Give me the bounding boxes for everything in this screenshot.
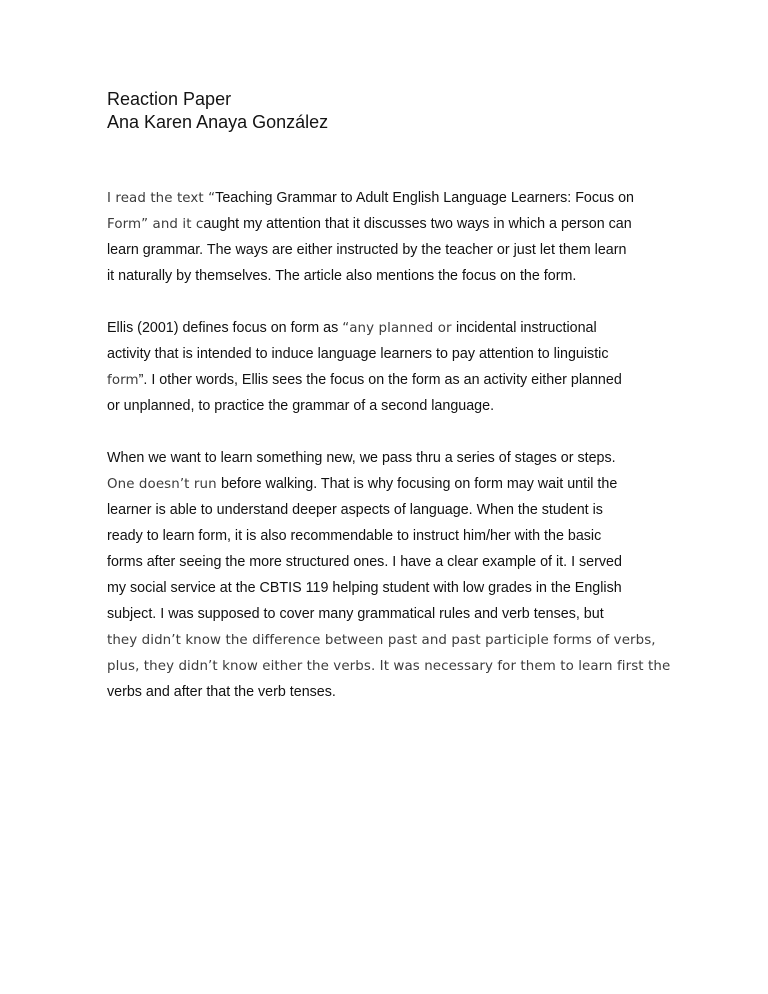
text-run: plus, they didn’t know either the verbs. It was necessary for them to learn first the bbox=[107, 659, 671, 674]
text-run: Teaching Grammar to Adult English Language Learners: Focus on bbox=[215, 190, 634, 206]
text-run: verbs and after that the verb tenses. bbox=[107, 684, 336, 700]
text-run: it naturally by themselves. The article also mentions the focus on the form. bbox=[107, 268, 577, 284]
text-line bbox=[107, 471, 667, 497]
text-run: ”. I other words, Ellis sees the focus on the form as an activity either planned bbox=[138, 372, 622, 388]
paragraph-1 bbox=[107, 185, 667, 289]
text-line bbox=[107, 679, 667, 705]
text-line bbox=[107, 341, 667, 367]
text-line bbox=[107, 523, 667, 549]
text-run: ready to learn form, it is also recommendable to instruct him/her with the basic bbox=[107, 528, 602, 544]
text-line bbox=[107, 367, 667, 393]
text-run: “any planned or bbox=[342, 321, 456, 336]
text-run: activity that is intended to induce language learners to pay attention to linguistic bbox=[107, 346, 609, 362]
paragraph-2 bbox=[107, 315, 667, 419]
text-run: When we want to learn something new, we pass thru a series of stages or steps. bbox=[107, 450, 616, 466]
text-run: learner is able to understand deeper aspects of language. When the student is bbox=[107, 502, 603, 518]
text-line bbox=[107, 393, 667, 419]
text-run: incidental instructional bbox=[455, 320, 597, 336]
text-run: Ellis (2001) defines focus on form as bbox=[107, 320, 343, 336]
document-body bbox=[107, 185, 671, 731]
text-line bbox=[107, 211, 667, 237]
text-line bbox=[107, 549, 667, 575]
text-run: aught my attention that it discusses two ways in which a person can bbox=[203, 216, 632, 232]
text-run: Form” and it c bbox=[107, 217, 204, 232]
text-run: before walking. That is why focusing on form may wait until the bbox=[221, 476, 618, 492]
text-run: One doesn’t run bbox=[107, 477, 222, 492]
text-line bbox=[107, 575, 667, 601]
paragraph-3 bbox=[107, 445, 671, 705]
text-run: I read the text “ bbox=[107, 191, 216, 206]
text-line bbox=[107, 315, 667, 341]
text-line bbox=[107, 237, 667, 263]
document-header bbox=[107, 88, 667, 134]
text-line bbox=[107, 627, 667, 653]
text-run: forms after seeing the more structured ones. I have a clear example of it. I served bbox=[107, 554, 622, 570]
text-run: they didn’t know the difference between past and past participle forms of verbs, bbox=[107, 633, 656, 648]
text-line bbox=[107, 185, 667, 211]
text-run: or unplanned, to practice the grammar of a second language. bbox=[107, 398, 495, 414]
text-line bbox=[107, 445, 667, 471]
text-run: learn grammar. The ways are either instructed by the teacher or just let them learn bbox=[107, 242, 627, 258]
text-line bbox=[107, 263, 667, 289]
text-run: my social service at the CBTIS 119 helping student with low grades in the English bbox=[107, 580, 622, 596]
paper-title: Reaction Paper bbox=[107, 89, 232, 109]
author-name: Ana Karen Anaya González bbox=[107, 112, 329, 132]
text-run: subject. I was supposed to cover many grammatical rules and verb tenses, but bbox=[107, 606, 604, 622]
text-line bbox=[107, 601, 667, 627]
text-run: form bbox=[107, 373, 139, 388]
text-line bbox=[107, 653, 671, 679]
text-line bbox=[107, 497, 667, 523]
